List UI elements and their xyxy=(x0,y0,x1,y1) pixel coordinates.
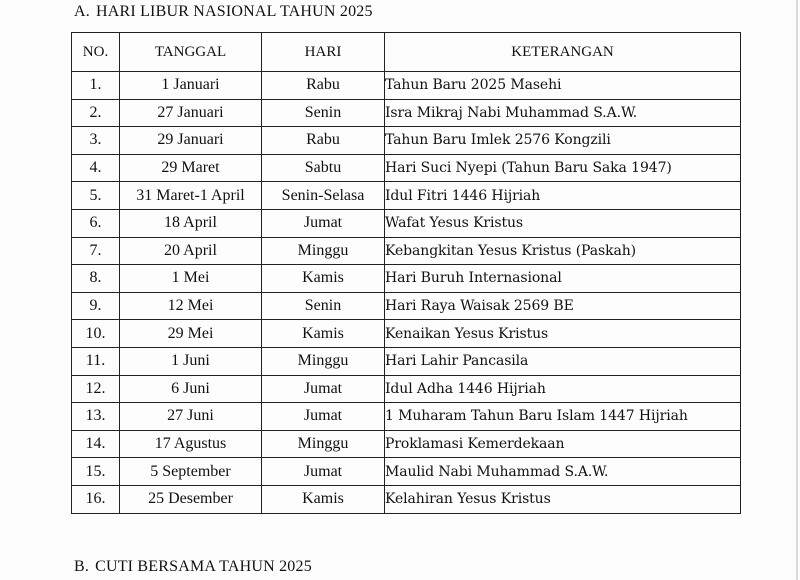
row-day: Jumat xyxy=(262,458,385,486)
table-body xyxy=(72,72,741,514)
table-row xyxy=(72,430,741,458)
row-date: 29 Mei xyxy=(120,320,262,348)
row-number: 15. xyxy=(72,458,120,486)
row-description: Maulid Nabi Muhammad S.A.W. xyxy=(385,458,741,486)
row-description: Tahun Baru Imlek 2576 Kongzili xyxy=(385,127,741,155)
row-date: 1 Januari xyxy=(120,72,262,100)
row-description: Wafat Yesus Kristus xyxy=(385,209,741,237)
row-day: Rabu xyxy=(262,72,385,100)
row-day: Jumat xyxy=(262,403,385,431)
section-a-marker: A. xyxy=(74,3,90,20)
row-day: Sabtu xyxy=(262,154,385,182)
row-number: 5. xyxy=(72,182,120,210)
row-number: 9. xyxy=(72,292,120,320)
row-date: 25 Desember xyxy=(120,485,262,513)
row-day: Kamis xyxy=(262,265,385,293)
row-date: 12 Mei xyxy=(120,292,262,320)
row-number: 1. xyxy=(72,72,120,100)
row-day: Minggu xyxy=(262,347,385,375)
row-day: Kamis xyxy=(262,320,385,348)
row-number: 12. xyxy=(72,375,120,403)
row-number: 16. xyxy=(72,485,120,513)
header-no: NO. xyxy=(72,33,120,72)
header-date: TANGGAL xyxy=(120,33,262,72)
table-row xyxy=(72,72,741,100)
row-number: 4. xyxy=(72,154,120,182)
row-date: 31 Maret-1 April xyxy=(120,182,262,210)
row-description: Hari Lahir Pancasila xyxy=(385,347,741,375)
row-description: Hari Raya Waisak 2569 BE xyxy=(385,292,741,320)
row-number: 2. xyxy=(72,99,120,127)
row-description: Kebangkitan Yesus Kristus (Paskah) xyxy=(385,237,741,265)
row-date: 29 Maret xyxy=(120,154,262,182)
row-date: 20 April xyxy=(120,237,262,265)
row-date: 5 September xyxy=(120,458,262,486)
row-number: 8. xyxy=(72,265,120,293)
table-header-row xyxy=(72,33,741,72)
row-date: 17 Agustus xyxy=(120,430,262,458)
table-row xyxy=(72,485,741,513)
row-day: Kamis xyxy=(262,485,385,513)
table-row xyxy=(72,375,741,403)
row-day: Jumat xyxy=(262,209,385,237)
row-day: Minggu xyxy=(262,430,385,458)
table-row xyxy=(72,265,741,293)
row-description: Hari Buruh Internasional xyxy=(385,265,741,293)
table-row xyxy=(72,127,741,155)
row-description: Tahun Baru 2025 Masehi xyxy=(385,72,741,100)
row-number: 6. xyxy=(72,209,120,237)
row-date: 27 Januari xyxy=(120,99,262,127)
section-a-title: HARI LIBUR NASIONAL TAHUN 2025 xyxy=(95,3,373,20)
row-description: Idul Adha 1446 Hijriah xyxy=(385,375,741,403)
row-day: Jumat xyxy=(262,375,385,403)
table-row xyxy=(72,320,741,348)
row-description: 1 Muharam Tahun Baru Islam 1447 Hijriah xyxy=(385,403,741,431)
row-number: 14. xyxy=(72,430,120,458)
header-description: KETERANGAN xyxy=(385,33,741,72)
row-day: Minggu xyxy=(262,237,385,265)
row-date: 27 Juni xyxy=(120,403,262,431)
row-date: 18 April xyxy=(120,209,262,237)
row-day: Senin xyxy=(262,292,385,320)
row-description: Proklamasi Kemerdekaan xyxy=(385,430,741,458)
row-description: Idul Fitri 1446 Hijriah xyxy=(385,182,741,210)
page-edge-shadow xyxy=(796,0,798,580)
row-description: Hari Suci Nyepi (Tahun Baru Saka 1947) xyxy=(385,154,741,182)
table-row xyxy=(72,292,741,320)
row-description: Isra Mikraj Nabi Muhammad S.A.W. xyxy=(385,99,741,127)
section-a-heading xyxy=(74,3,373,21)
table-row xyxy=(72,347,741,375)
row-description: Kelahiran Yesus Kristus xyxy=(385,485,741,513)
table-row xyxy=(72,209,741,237)
row-day: Senin xyxy=(262,99,385,127)
row-date: 6 Juni xyxy=(120,375,262,403)
holiday-table xyxy=(71,32,741,514)
row-description: Kenaikan Yesus Kristus xyxy=(385,320,741,348)
row-number: 7. xyxy=(72,237,120,265)
section-b-heading xyxy=(74,558,312,576)
table-row xyxy=(72,154,741,182)
row-date: 1 Juni xyxy=(120,347,262,375)
table-row xyxy=(72,182,741,210)
section-b-marker: B. xyxy=(74,558,90,575)
row-day: Senin-Selasa xyxy=(262,182,385,210)
table-row xyxy=(72,403,741,431)
row-date: 1 Mei xyxy=(120,265,262,293)
header-day: HARI xyxy=(262,33,385,72)
row-number: 10. xyxy=(72,320,120,348)
row-number: 13. xyxy=(72,403,120,431)
row-day: Rabu xyxy=(262,127,385,155)
table-row xyxy=(72,99,741,127)
section-b-title: CUTI BERSAMA TAHUN 2025 xyxy=(95,558,312,575)
row-number: 3. xyxy=(72,127,120,155)
table-row xyxy=(72,237,741,265)
row-date: 29 Januari xyxy=(120,127,262,155)
table-row xyxy=(72,458,741,486)
row-number: 11. xyxy=(72,347,120,375)
